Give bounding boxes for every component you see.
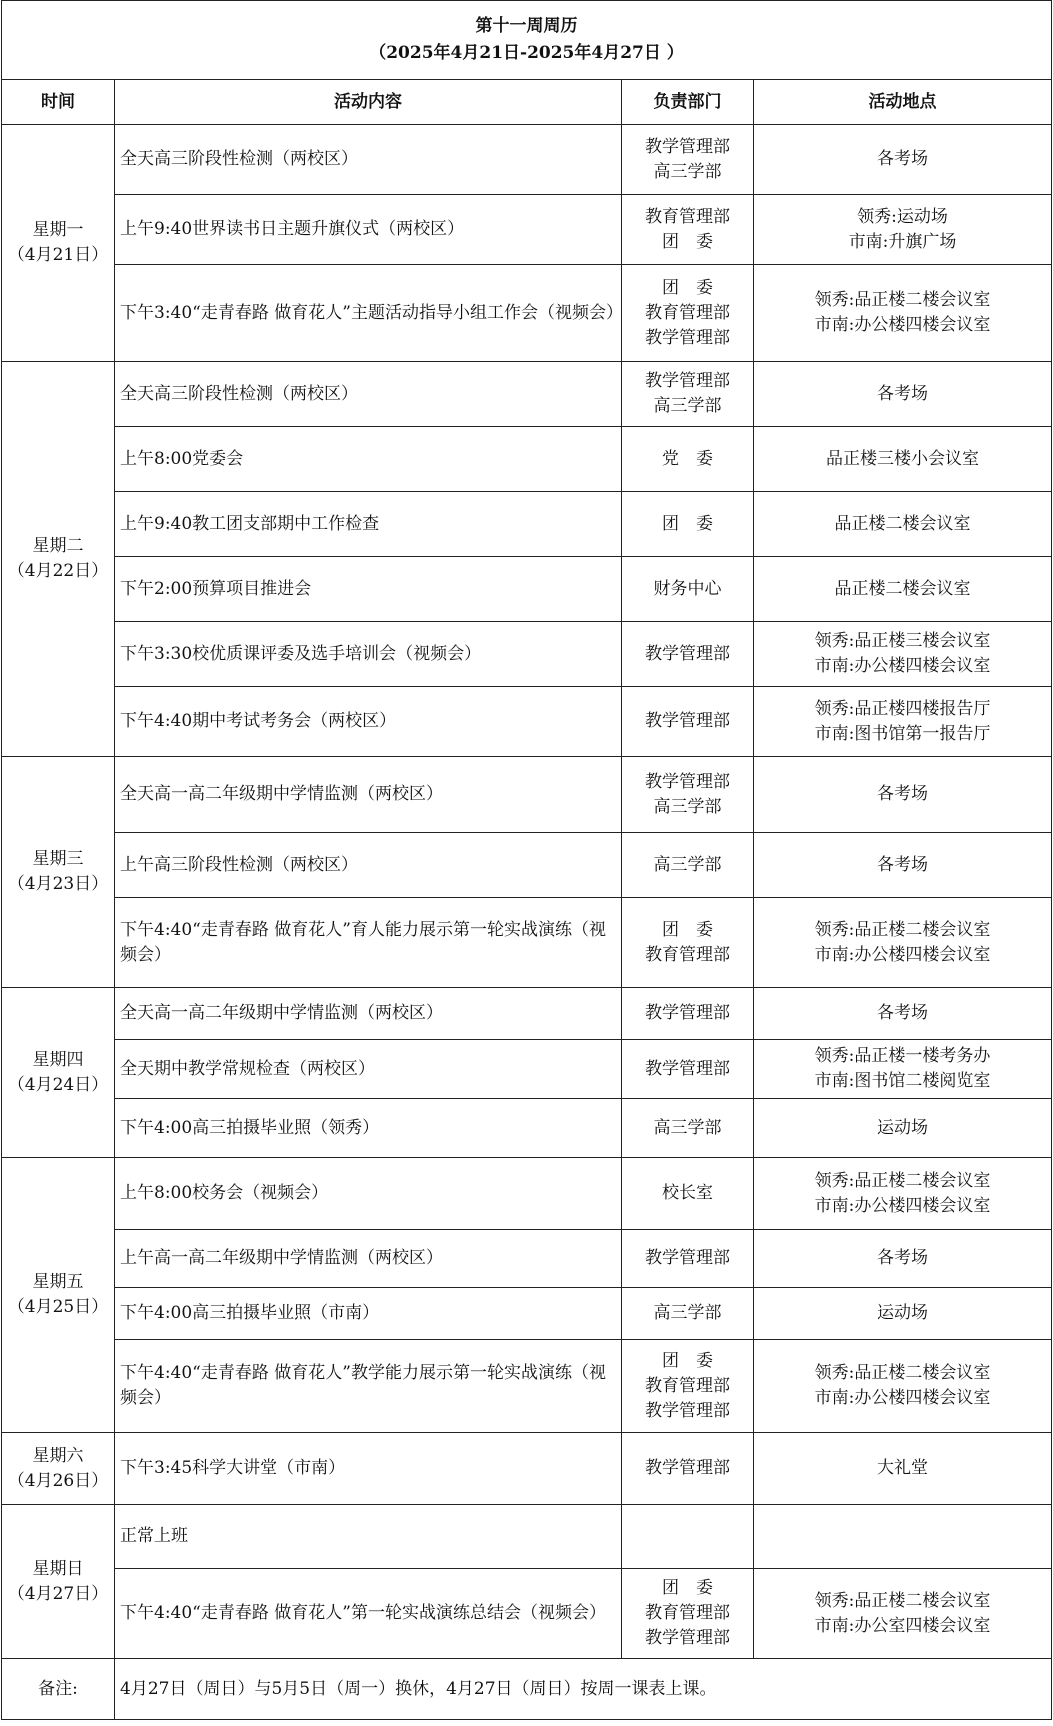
responsible-dept <box>622 492 754 557</box>
location-name: 各考场 <box>877 784 928 804</box>
day-cell <box>2 362 115 757</box>
dept-name: 校长室 <box>662 1183 713 1203</box>
schedule-row <box>2 557 1052 622</box>
activity-location <box>754 1040 1052 1099</box>
day-label: 星期三 <box>32 849 84 869</box>
header-row <box>2 80 1052 125</box>
location-name: 领秀:品正楼四楼报告厅 <box>814 698 991 719</box>
dept-name: 教育管理部 <box>645 944 730 965</box>
schedule-row <box>2 362 1052 427</box>
responsible-dept <box>622 1040 754 1099</box>
day-date: （4月23日） <box>7 874 109 894</box>
responsible-dept <box>622 1505 754 1569</box>
dept-name: 教学管理部 <box>645 327 730 348</box>
schedule-row <box>2 1099 1052 1158</box>
note-label: 备注: <box>2 1659 115 1720</box>
activity-content: 上午9:40教工团支部期中工作检查 <box>115 492 622 557</box>
dept-name: 教学管理部 <box>645 711 730 731</box>
location-name: 运动场 <box>877 1117 928 1138</box>
schedule-row <box>2 988 1052 1040</box>
day-cell <box>2 1433 115 1505</box>
schedule-row <box>2 195 1052 265</box>
responsible-dept <box>622 427 754 492</box>
dept-name: 教学管理部 <box>645 1003 730 1023</box>
responsible-dept <box>622 687 754 757</box>
dept-name: 党 委 <box>662 448 713 469</box>
dept-name: 教学管理部 <box>645 1458 730 1478</box>
dept-name: 教学管理部 <box>645 1058 730 1079</box>
responsible-dept <box>622 757 754 833</box>
activity-location <box>754 1158 1052 1230</box>
location-name: 市南:办公楼四楼会议室 <box>814 1195 991 1216</box>
day-label: 星期二 <box>32 536 84 556</box>
day-label: 星期一 <box>32 220 84 240</box>
schedule-row <box>2 622 1052 687</box>
location-name: 市南:办公楼四楼会议室 <box>814 315 991 335</box>
schedule-row <box>2 1433 1052 1505</box>
location-name: 各考场 <box>877 383 928 404</box>
activity-content: 正常上班 <box>115 1505 622 1569</box>
day-cell <box>2 1158 115 1433</box>
activity-location <box>754 1433 1052 1505</box>
activity-content: 下午4:40期中考试考务会（两校区） <box>115 687 622 757</box>
responsible-dept <box>622 557 754 622</box>
day-cell <box>2 757 115 988</box>
dept-name: 高三学部 <box>653 796 722 817</box>
location-name: 市南:办公楼四楼会议室 <box>814 1388 991 1408</box>
responsible-dept <box>622 833 754 898</box>
dept-name: 教学管理部 <box>645 643 730 664</box>
schedule-row <box>2 687 1052 757</box>
header-location: 活动地点 <box>754 80 1052 125</box>
location-name: 领秀:品正楼一楼考务办 <box>814 1046 991 1066</box>
dept-name: 教学管理部 <box>645 371 730 391</box>
activity-content: 下午4:00高三拍摄毕业照（市南） <box>115 1288 622 1340</box>
responsible-dept <box>622 125 754 195</box>
weekly-calendar <box>1 0 1051 1720</box>
schedule-row <box>2 1158 1052 1230</box>
schedule-row <box>2 757 1052 833</box>
activity-content: 上午8:00党委会 <box>115 427 622 492</box>
activity-location <box>754 195 1052 265</box>
schedule-table <box>1 0 1052 1720</box>
activity-location <box>754 427 1052 492</box>
location-name: 领秀:品正楼二楼会议室 <box>814 919 991 940</box>
responsible-dept <box>622 1230 754 1288</box>
activity-location <box>754 988 1052 1040</box>
activity-location <box>754 1288 1052 1340</box>
activity-content: 下午4:40“走青春路 做育花人”第一轮实战演练总结会（视频会） <box>115 1569 622 1659</box>
date-range: （2025年4月21日-2025年4月27日 ） <box>369 43 684 63</box>
location-name: 市南:办公楼四楼会议室 <box>814 656 991 676</box>
responsible-dept <box>622 265 754 362</box>
activity-content: 上午高一高二年级期中学情监测（两校区） <box>115 1230 622 1288</box>
activity-location <box>754 265 1052 362</box>
dept-name: 团 委 <box>662 919 713 940</box>
dept-name: 教育管理部 <box>645 302 730 323</box>
calendar-title-cell <box>2 1 1052 80</box>
activity-content: 上午8:00校务会（视频会） <box>115 1158 622 1230</box>
activity-content: 全天高三阶段性检测（两校区） <box>115 125 622 195</box>
activity-content: 上午高三阶段性检测（两校区） <box>115 833 622 898</box>
header-dept: 负责部门 <box>622 80 754 125</box>
location-name: 品正楼二楼会议室 <box>834 513 971 534</box>
activity-location <box>754 1569 1052 1659</box>
dept-name: 团 委 <box>662 513 713 534</box>
schedule-row <box>2 1340 1052 1433</box>
activity-location <box>754 898 1052 988</box>
location-name: 领秀:品正楼二楼会议室 <box>814 1590 991 1611</box>
note-text: 4月27日（周日）与5月5日（周一）换休，4月27日（周日）按周一课表上课。 <box>115 1659 1052 1720</box>
day-cell <box>2 988 115 1158</box>
activity-content: 下午4:40“走青春路 做育花人”育人能力展示第一轮实战演练（视频会） <box>115 898 622 988</box>
day-date: （4月21日） <box>7 245 109 265</box>
activity-location <box>754 833 1052 898</box>
day-date: （4月24日） <box>7 1074 109 1095</box>
dept-name: 教育管理部 <box>645 206 730 227</box>
responsible-dept <box>622 1433 754 1505</box>
activity-location <box>754 125 1052 195</box>
day-date: （4月22日） <box>7 561 109 581</box>
day-cell <box>2 125 115 362</box>
dept-name: 团 委 <box>662 1350 713 1371</box>
responsible-dept <box>622 1340 754 1433</box>
activity-location <box>754 1340 1052 1433</box>
location-name: 运动场 <box>877 1303 928 1323</box>
activity-location <box>754 1505 1052 1569</box>
dept-name: 高三学部 <box>653 396 722 416</box>
schedule-row <box>2 1569 1052 1659</box>
day-label: 星期五 <box>32 1272 84 1292</box>
activity-content: 下午3:45科学大讲堂（市南） <box>115 1433 622 1505</box>
schedule-row <box>2 1505 1052 1569</box>
day-label: 星期六 <box>32 1445 84 1466</box>
activity-content: 全天高一高二年级期中学情监测（两校区） <box>115 988 622 1040</box>
dept-name: 教学管理部 <box>645 136 730 157</box>
location-name: 各考场 <box>877 1248 928 1268</box>
location-name: 市南:图书馆第一报告厅 <box>814 723 991 744</box>
day-label: 星期四 <box>32 1049 84 1070</box>
responsible-dept <box>622 362 754 427</box>
location-name: 品正楼二楼会议室 <box>834 578 971 599</box>
dept-name: 教育管理部 <box>645 1375 730 1396</box>
location-name: 各考场 <box>877 149 928 169</box>
header-time: 时间 <box>2 80 115 125</box>
dept-name: 教学管理部 <box>645 1400 730 1421</box>
schedule-row <box>2 1230 1052 1288</box>
activity-location <box>754 557 1052 622</box>
dept-name: 团 委 <box>662 277 713 298</box>
day-cell <box>2 1505 115 1659</box>
schedule-row <box>2 833 1052 898</box>
dept-name: 教学管理部 <box>645 1628 730 1648</box>
dept-name: 高三学部 <box>653 161 722 182</box>
day-label: 星期日 <box>32 1558 84 1579</box>
location-name: 领秀:运动场 <box>857 206 948 227</box>
location-name: 领秀:品正楼三楼会议室 <box>814 631 991 651</box>
dept-name: 高三学部 <box>653 1117 722 1138</box>
activity-content: 全天高一高二年级期中学情监测（两校区） <box>115 757 622 833</box>
location-name: 各考场 <box>877 1003 928 1023</box>
responsible-dept <box>622 1099 754 1158</box>
dept-name: 团 委 <box>662 1578 713 1598</box>
activity-content: 下午4:00高三拍摄毕业照（领秀） <box>115 1099 622 1158</box>
location-name: 市南:办公室四楼会议室 <box>814 1615 991 1636</box>
dept-name: 团 委 <box>662 231 713 252</box>
dept-name: 高三学部 <box>653 1303 722 1323</box>
activity-content: 全天期中教学常规检查（两校区） <box>115 1040 622 1099</box>
location-name: 各考场 <box>877 854 928 875</box>
activity-location <box>754 1230 1052 1288</box>
header-content: 活动内容 <box>115 80 622 125</box>
responsible-dept <box>622 1569 754 1659</box>
schedule-row <box>2 492 1052 557</box>
activity-location <box>754 1099 1052 1158</box>
day-date: （4月25日） <box>7 1297 109 1317</box>
dept-name: 教育管理部 <box>645 1603 730 1623</box>
schedule-body <box>2 125 1052 1659</box>
activity-location <box>754 492 1052 557</box>
activity-content: 全天高三阶段性检测（两校区） <box>115 362 622 427</box>
dept-name: 教学管理部 <box>645 771 730 792</box>
schedule-row <box>2 1040 1052 1099</box>
activity-content: 下午3:40“走青春路 做育花人”主题活动指导小组工作会（视频会） <box>115 265 622 362</box>
location-name: 市南:升旗广场 <box>848 231 957 252</box>
activity-location <box>754 757 1052 833</box>
schedule-row <box>2 898 1052 988</box>
schedule-row <box>2 125 1052 195</box>
responsible-dept <box>622 1288 754 1340</box>
activity-location <box>754 687 1052 757</box>
responsible-dept <box>622 988 754 1040</box>
schedule-row <box>2 1288 1052 1340</box>
location-name: 领秀:品正楼二楼会议室 <box>814 290 991 310</box>
location-name: 大礼堂 <box>877 1458 928 1478</box>
schedule-row <box>2 265 1052 362</box>
activity-location <box>754 362 1052 427</box>
responsible-dept <box>622 898 754 988</box>
responsible-dept <box>622 195 754 265</box>
day-date: （4月27日） <box>7 1583 109 1604</box>
activity-content: 下午2:00预算项目推进会 <box>115 557 622 622</box>
dept-name: 高三学部 <box>653 854 722 875</box>
day-date: （4月26日） <box>7 1470 109 1491</box>
location-name: 市南:办公楼四楼会议室 <box>814 944 991 965</box>
activity-content: 下午3:30校优质课评委及选手培训会（视频会） <box>115 622 622 687</box>
location-name: 品正楼三楼小会议室 <box>826 448 979 469</box>
location-name: 市南:图书馆二楼阅览室 <box>814 1071 991 1091</box>
page-title: 第十一周周历 <box>475 16 578 36</box>
activity-content: 上午9:40世界读书日主题升旗仪式（两校区） <box>115 195 622 265</box>
dept-name: 财务中心 <box>653 578 722 599</box>
responsible-dept <box>622 1158 754 1230</box>
location-name: 领秀:品正楼二楼会议室 <box>814 1170 991 1191</box>
schedule-row <box>2 427 1052 492</box>
activity-location <box>754 622 1052 687</box>
note-row <box>2 1659 1052 1720</box>
responsible-dept <box>622 622 754 687</box>
location-name: 领秀:品正楼二楼会议室 <box>814 1363 991 1383</box>
dept-name: 教学管理部 <box>645 1248 730 1268</box>
activity-content: 下午4:40“走青春路 做育花人”教学能力展示第一轮实战演练（视频会） <box>115 1340 622 1433</box>
